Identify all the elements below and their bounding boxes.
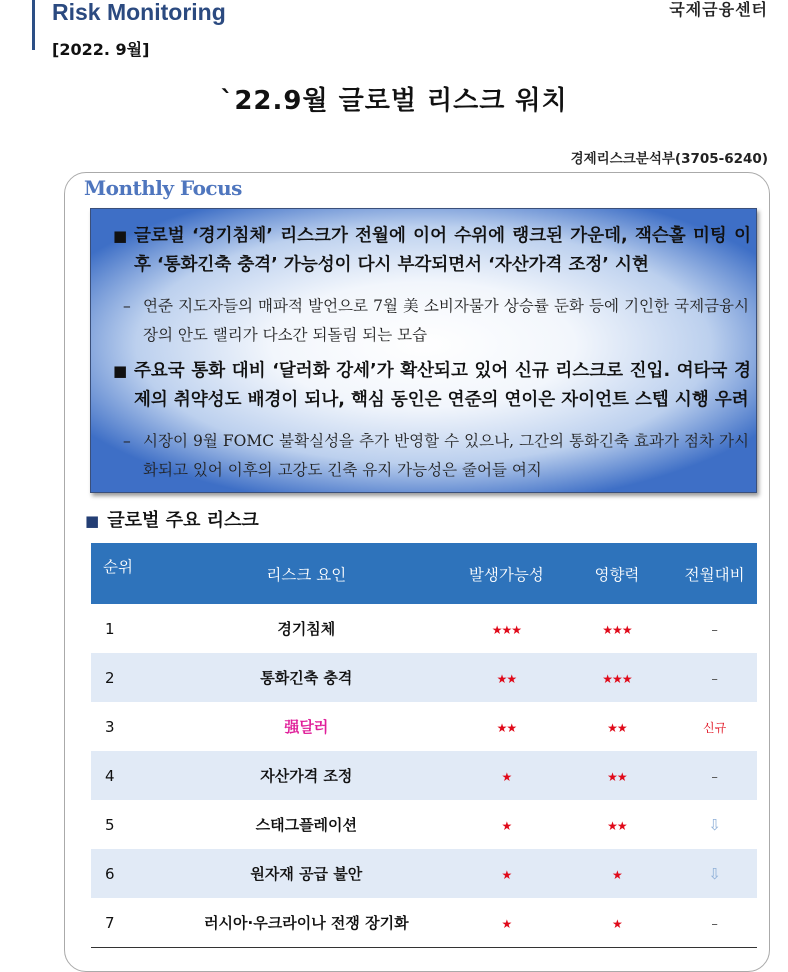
probability-cell [451,604,562,653]
risk-factor-cell-value: 러시아·우크라이나 전쟁 장기화 [204,914,409,932]
rank-cell-value: 4 [105,766,115,785]
monthly-focus-box [90,208,757,493]
impact-cell-value: ★★ [607,769,627,784]
rank-cell [91,849,162,898]
risk-table [91,543,757,948]
change-cell [672,604,757,653]
change-cell [672,849,757,898]
rank-cell [91,604,162,653]
impact-cell-value: ★★★ [602,622,632,637]
probability-cell-value: ★★ [496,671,517,686]
impact-cell-value: ★★★ [602,671,632,686]
table-row [91,898,757,948]
column-header-impact: 영향력 [562,543,673,604]
table-header-row [91,543,757,604]
risk-factor-cell-value: 强달러 [284,718,329,736]
probability-cell [451,849,562,898]
focus-bullet-2: ■ 주요국 통화 대비 ‘달러화 강세’가 확산되고 있어 신규 리스크로 진입. 여타국 경제의 취약성도 배경이 되나, 핵심 동인은 연준의 연이은 자이언트 스텝 시행 우려 [113,357,751,415]
change-cell-value: – [711,916,718,932]
section-title: ■ 글로벌 주요 리스크 [85,510,259,531]
probability-cell-value: ★ [501,769,512,784]
organization-name: 국제금융센터 [669,0,768,19]
impact-cell [562,751,673,800]
impact-cell-value: ★★ [607,720,627,735]
change-cell-value: – [711,622,718,638]
change-cell [672,751,757,800]
probability-cell [451,898,562,948]
column-header-change: 전월대비 [672,543,757,604]
impact-cell [562,800,673,849]
rank-cell [91,653,162,702]
risk-factor-cell-value: 원자재 공급 불안 [250,865,363,883]
risk-factor-cell [162,653,451,702]
probability-cell-value: ★★★ [491,622,521,637]
focus-bullet-1: ■ 글로벌 ‘경기침체’ 리스크가 전월에 이어 수위에 랭크된 가운데, 잭슨홀 미팅 이후 ‘통화긴축 충격’ 가능성이 다시 부각되면서 ‘자산가격 조정’ 시현 [113,222,751,280]
risk-factor-cell [162,800,451,849]
impact-cell [562,898,673,948]
table-row [91,702,757,751]
risk-factor-cell-value: 자산가격 조정 [260,767,353,785]
change-cell-value: – [711,671,718,687]
page-title: `22.9월 글로벌 리스크 워치 [220,86,568,116]
risk-factor-cell-value: 통화긴축 충격 [260,669,353,687]
rank-cell-value: 2 [105,668,115,687]
risk-factor-cell [162,898,451,948]
monthly-focus-label: Monthly Focus [84,176,242,200]
down-arrow-icon: ⇩ [708,864,721,883]
change-cell [672,702,757,751]
rank-cell-value: 3 [105,717,115,736]
probability-cell-value: ★ [501,867,512,882]
change-cell-value: 신규 [703,720,727,735]
table-row [91,800,757,849]
probability-cell [451,751,562,800]
probability-cell [451,702,562,751]
report-series-title: Risk Monitoring [52,0,226,25]
dash-bullet-icon: – [123,432,131,450]
dash-bullet-icon: – [123,297,131,315]
risk-factor-cell [162,702,451,751]
risk-factor-cell [162,604,451,653]
impact-cell [562,604,673,653]
header-accent-bar [32,0,35,50]
impact-cell [562,653,673,702]
probability-cell [451,800,562,849]
risk-factor-cell [162,849,451,898]
probability-cell-value: ★ [501,818,512,833]
probability-cell-value: ★ [501,916,512,931]
rank-cell-value: 7 [105,913,115,932]
department-contact: 경제리스크분석부(3705-6240) [570,151,768,167]
impact-cell [562,702,673,751]
change-cell [672,653,757,702]
focus-sub-2: – 시장이 9월 FOMC 불확실성을 추가 반영할 수 있으나, 그간의 통화긴축 효과가 점차 가시화되고 있어 이후의 고강도 긴축 유지 가능성은 줄어들 여지 [123,427,749,485]
table-row [91,751,757,800]
change-cell [672,898,757,948]
probability-cell [451,653,562,702]
column-header-probability: 발생가능성 [451,543,562,604]
square-bullet-icon: ■ [85,512,100,530]
impact-cell-value: ★★ [607,818,627,833]
rank-cell [91,800,162,849]
square-bullet-icon: ■ [113,362,128,380]
table-row [91,604,757,653]
square-bullet-icon: ■ [113,227,128,245]
impact-cell [562,849,673,898]
change-cell [672,800,757,849]
risk-factor-cell-value: 경기침체 [277,620,336,638]
table-row [91,849,757,898]
focus-sub-1: – 연준 지도자들의 매파적 발언으로 7월 美 소비자물가 상승률 둔화 등에 기인한 국제금융시장의 안도 랠리가 다소간 되돌림 되는 모습 [123,292,749,350]
rank-cell-value: 1 [105,619,115,638]
rank-cell-value: 5 [105,815,115,834]
report-date: [2022. 9월] [52,40,150,59]
impact-cell-value: ★ [612,867,622,882]
column-header-factor: 리스크 요인 [162,543,451,604]
risk-factor-cell [162,751,451,800]
down-arrow-icon: ⇩ [708,815,721,834]
rank-cell-value: 6 [105,864,115,883]
table-row [91,653,757,702]
column-header-rank: 순위 [91,543,162,604]
impact-cell-value: ★ [612,916,622,931]
probability-cell-value: ★★ [496,720,517,735]
rank-cell [91,702,162,751]
risk-factor-cell-value: 스태그플레이션 [255,816,358,834]
rank-cell [91,898,162,948]
rank-cell [91,751,162,800]
change-cell-value: – [711,769,718,785]
